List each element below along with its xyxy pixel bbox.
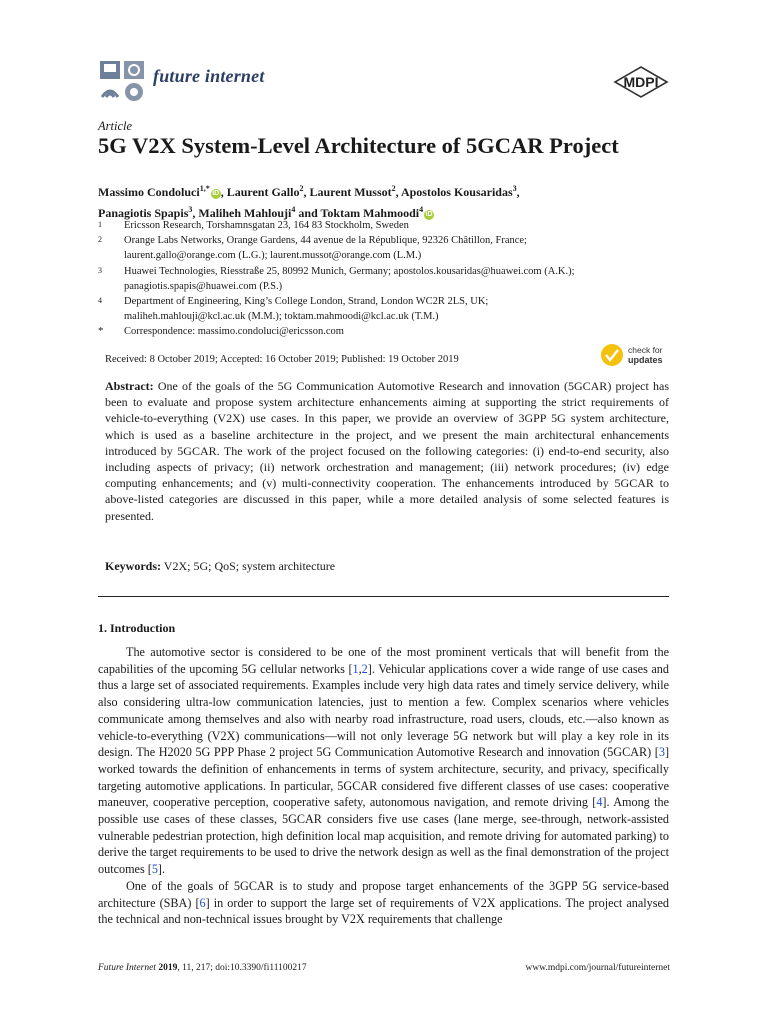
paragraph-text: ]. Among the possible use cases of these classes, 5GCAR considers five use cases (lane merge, see-through, network-assisted vulnerable pedestrian protection, high definition local map acquisition, and remote driving for automated parking) to derive the target requirements to be used to drive the network design as well as the final demonstration of the project outcomes [ <box>98 795 669 877</box>
affiliation-number: 4 <box>98 296 102 306</box>
body-text <box>98 644 669 928</box>
affiliation-email[interactable]: laurent.gallo@orange.com (L.G.); laurent.mussot@orange.com (L.M.) <box>124 250 422 262</box>
author-name: Apostolos Kousaridas <box>400 185 513 199</box>
keywords <box>105 559 335 574</box>
paragraph-text: One of the goals of 5GCAR is to study and propose target enhancements of the 3GPP 5G service-based architecture (SBA) [ <box>98 878 669 910</box>
publication-dates: Received: 8 October 2019; Accepted: 16 October 2019; Published: 19 October 2019 <box>105 354 459 365</box>
author-name: Maliheh Mahlouji <box>198 206 292 220</box>
affiliations <box>98 218 678 340</box>
affiliation-number: 2 <box>98 235 102 245</box>
author-separator: , <box>303 185 310 199</box>
citation-link[interactable]: 1 <box>352 661 359 676</box>
affiliation-item <box>98 264 678 294</box>
check-updates-icon <box>601 344 623 366</box>
author-affiliation-mark: 2 <box>391 184 396 193</box>
orcid-icon[interactable]: iD <box>425 211 433 218</box>
check-updates-line1: check for <box>628 345 663 355</box>
affiliation-text: Department of Engineering, King’s College London, Strand, London WC2R 2LS, UK; <box>124 296 489 308</box>
citation-link[interactable]: 3 <box>658 745 665 760</box>
mdpi-logo-text: MDPI <box>623 74 659 90</box>
author-separator: , <box>220 185 227 199</box>
citation-link[interactable]: 4 <box>596 795 603 810</box>
affiliation-text: Ericsson Research, Torshamnsgatan 23, 164 83 Stockholm, Sweden <box>124 220 409 231</box>
section-title: 1. Introduction <box>98 621 176 635</box>
affiliation-text: Orange Labs Networks, Orange Gardens, 44 avenue de la République, 92326 Châtillon, France; <box>124 235 527 247</box>
body-paragraph <box>98 644 669 878</box>
keywords-label: Keywords: <box>105 559 161 573</box>
abstract-label: Abstract: <box>105 379 154 393</box>
author-affiliation-mark: 3 <box>188 205 193 214</box>
mdpi-logo <box>612 66 670 98</box>
paragraph-text: The automotive sector is considered to be one of the most prominent verticals that will benefit from the capabilities of the upcoming 5G cellular networks [ <box>98 645 669 676</box>
orcid-icon[interactable]: iD <box>212 190 220 197</box>
paragraph-text: ] in order to support the large set of requirements of V2X applications. The project analysed the technical and non-technical issues brought by V2X requirements that challenge <box>98 895 669 927</box>
author-separator: , <box>516 185 520 199</box>
mdpi-logo-icon <box>612 66 670 98</box>
affiliation-email[interactable]: maliheh.mahlouji@kcl.ac.uk (M.M.); toktam.mahmoodi@kcl.ac.uk (T.M.) <box>124 311 439 323</box>
paper-title: 5G V2X System-Level Architecture of 5GCAR Project <box>98 133 619 158</box>
affiliation-number: 1 <box>98 220 102 229</box>
affiliation-number: 3 <box>98 265 102 275</box>
author-separator: , <box>395 185 401 199</box>
footer-doi[interactable]: , 11, 217; doi:10.3390/fi11100217 <box>177 963 307 973</box>
author-affiliation-mark: 3 <box>512 184 517 193</box>
correspondence-email[interactable]: Correspondence: massimo.condoluci@ericsson.com <box>124 326 344 338</box>
correspondence-mark: * <box>98 325 104 338</box>
paragraph-text: ] worked towards the definition of enhancements in terms of system architecture, security, and privacy, specifically targeting automotive applications. In particular, 5GCAR considered five different classes of use cases: cooperative maneuver, cooperative perception, cooperative safety, autonomous navigation, and remote driving [ <box>98 745 669 810</box>
author-affiliation-mark: 4 <box>419 205 424 214</box>
footer-year: 2019 <box>158 963 178 973</box>
author-name: Toktam Mahmoodi <box>320 206 420 220</box>
citation-link[interactable]: 6 <box>199 895 206 910</box>
article-type: Article <box>98 119 133 133</box>
correspondence-item <box>98 324 678 339</box>
check-updates-line2: updates <box>628 355 663 365</box>
affiliation-email[interactable]: panagiotis.spapis@huawei.com (P.S.) <box>124 280 283 292</box>
author-name: Laurent Mussot <box>309 185 392 199</box>
footer-citation <box>98 963 307 973</box>
author-separator: and <box>295 206 321 220</box>
author-name: Massimo Condoluci <box>98 185 200 199</box>
keywords-text: V2X; 5G; QoS; system architecture <box>163 559 336 573</box>
author-name: Panagiotis Spapis <box>98 206 189 220</box>
affiliation-item <box>98 218 678 233</box>
author-separator: , <box>192 206 199 220</box>
body-paragraph <box>98 878 669 928</box>
author-affiliation-mark: 2 <box>299 184 304 193</box>
section-divider <box>98 596 669 597</box>
citation-link[interactable]: 5 <box>151 862 158 877</box>
affiliation-item <box>98 233 678 263</box>
author-affiliation-mark: 1,* <box>199 184 210 193</box>
author-list <box>98 180 678 222</box>
abstract <box>105 378 669 524</box>
abstract-text: One of the goals of the 5G Communication Automotive Research and innovation (5GCAR) project has been to evaluate and propose system architecture enhancements aiming at supporting the strict requirements of vehicle-to-everything (V2X) use cases. In this paper, we provide an overview of 3GPP 5G system architecture, which is used as a baseline architecture in the project, and we present the main architectural enhancements introduced by 5GCAR. The work of the project focused on the following categories: (i) end-to-end security, also including aspects of privacy; (ii) network orchestration and management; (iii) network procedures; (iv) edge computing enhancements; and (v) multi-connectivity cooperation. The enhancements introduced by 5GCAR to above-listed categories are discussed in this paper, while a more detailed analysis of some selected features is presented. <box>105 379 669 523</box>
paragraph-text: ]. Vehicular applications cover a wide range of use cases and thus a large set of associated requirements. Examples include very high data rates and timely service delivery, while also considering ultra-low communication latencies, just to mention a few. Complex scenarios where vehicles communicate among themselves and also with nearby road infrastructure, road users, clouds, etc.—also known as vehicle-to-everything (V2X) communications—will not only leverage 5G network but will play a key role in its design. The H2020 5G PPP Phase 2 project 5G Communication Automotive Research and innovation (5GCAR) [ <box>98 661 669 760</box>
footer-journal: Future Internet <box>98 963 156 973</box>
author-affiliation-mark: 4 <box>291 205 296 214</box>
author-name: Laurent Gallo <box>226 185 300 199</box>
footer-url[interactable]: www.mdpi.com/journal/futureinternet <box>525 963 670 973</box>
affiliation-item <box>98 294 678 324</box>
affiliation-text: Huawei Technologies, Riesstraße 25, 80992 Munich, Germany; apostolos.kousaridas@huawei.com (A.K.); <box>124 265 575 277</box>
journal-logo-icon <box>98 59 146 103</box>
paragraph-text: ]. <box>157 862 166 877</box>
citation-link[interactable]: 2 <box>361 661 368 676</box>
paragraph-text: , <box>358 661 362 676</box>
journal-name: future internet <box>153 66 265 86</box>
check-for-updates-badge[interactable] <box>600 342 672 368</box>
